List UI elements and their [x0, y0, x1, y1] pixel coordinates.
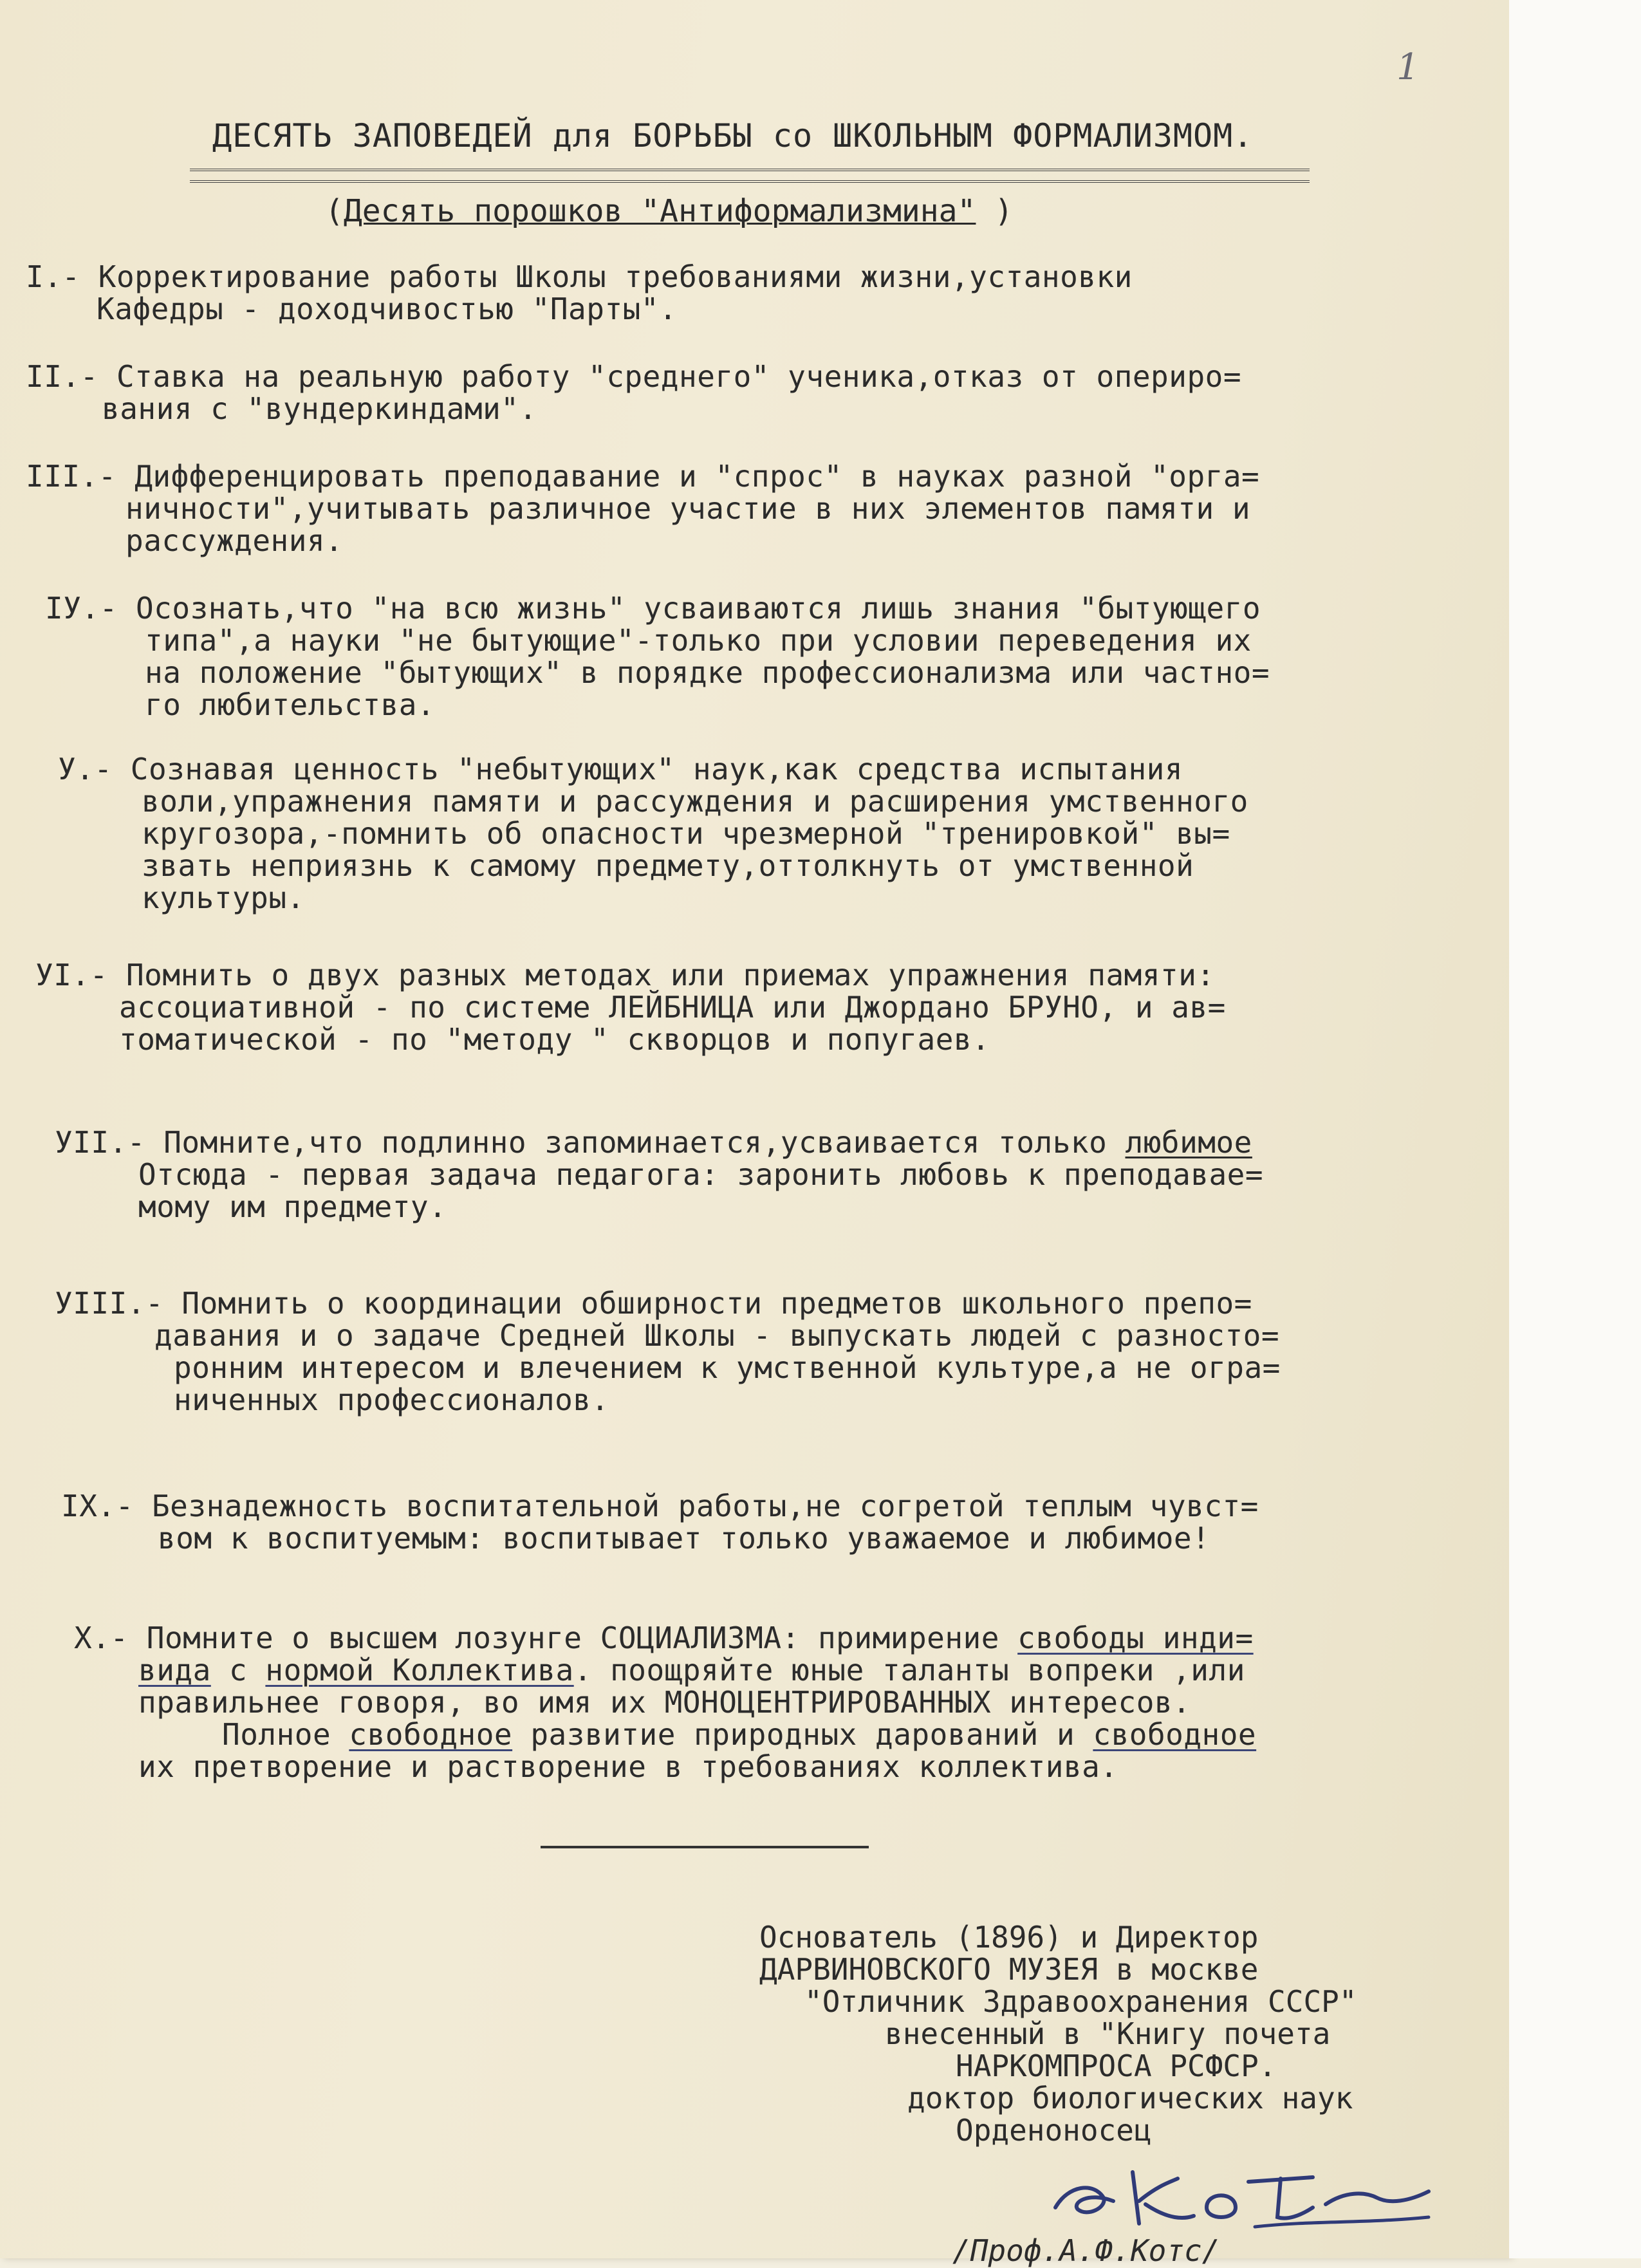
author-line: Основатель (1896) и Директор: [759, 1920, 1259, 1955]
author-line: "Отличник Здравоохранения СССР": [804, 1984, 1357, 2019]
title-double-rule: [190, 169, 1310, 183]
commandment-3: III.- Дифференцировать преподавание и "спрос" в науках разной "орга= ничности",учитывать различное участие в них элементов памяти и рассуждения.: [26, 459, 1260, 558]
emphasis-lubimoe: любимое: [1125, 1125, 1252, 1160]
commandment-5: У.- Сознавая ценность "небытующих" наук,как средства испытания воли,упражнения памяти и рассуждения и расширения умственного кругозора,-помнить об опасности чрезмерной "тренировкой" вы= звать неприязнь к самому предмету,оттолкнуть от умственной культуры.: [58, 752, 1248, 915]
phrase-svobodnoe-2: свободное: [1093, 1717, 1257, 1752]
document-subtitle: (Десять порошков "Антиформализмина" ): [325, 193, 1014, 229]
commandment-2: II.- Ставка на реальную работу "среднего" ученика,отказ от опериро= вания с "вундеркиндами".: [26, 359, 1242, 426]
author-block: [759, 1921, 1357, 2146]
scan-background: [1509, 0, 1641, 2258]
commandment-8: УIII.- Помнить о координации обширности предметов школьного препо= давания и о задаче Средней Школы - выпускать людей с разносто= ронним интересом и влечением к умственной культуре,а не огра= ниченных профессионалов.: [55, 1286, 1281, 1417]
phrase-svobody: свободы инди=: [1017, 1621, 1254, 1655]
commandment-9: IX.- Безнадежность воспитательной работы,не согретой теплым чувст= вом к воспитуемым: воспитывает только уважаемое и любимое!: [61, 1489, 1259, 1556]
phrase-normoy-kollektiva: нормой Коллектива: [265, 1653, 574, 1687]
commandment-number: УI.-: [35, 958, 108, 992]
section-divider: [541, 1846, 869, 1848]
commandment-6: УI.- Помнить о двух разных методах или приемах упражнения памяти: ассоциативной - по системе ЛЕЙБНИЦА или Джордано БРУНО, и ав= томатической - по "методу " скворцов и попугаев.: [35, 958, 1226, 1057]
commandment-number: УII.-: [55, 1125, 145, 1160]
commandment-number: УIII.-: [55, 1286, 164, 1321]
handwritten-signature: [1043, 2146, 1442, 2236]
author-name: /Проф.А.Ф.Котс/: [952, 2233, 1220, 2268]
author-line: Орденоносец: [956, 2113, 1152, 2148]
subtitle-text: Десять порошков "Антиформализмина": [343, 193, 976, 229]
commandment-number: У.-: [58, 752, 113, 786]
commandment-4: IУ.- Осознать,что "на всю жизнь" усваиваются лишь знания "бытующего типа",а науки "не бытующие"-только при условии переведения их на положение "бытующих" в порядке профессионализма или частно= го любительства.: [45, 591, 1270, 722]
author-line: внесенный в "Книгу почета: [885, 2016, 1331, 2051]
phrase-svobodnoe-1: свободное: [349, 1717, 513, 1752]
commandment-number: X.-: [74, 1621, 129, 1655]
commandment-number: IУ.-: [45, 591, 118, 626]
commandment-number: III.-: [26, 459, 116, 494]
author-line: доктор биологических наук: [907, 2081, 1353, 2115]
page-number: 1: [1396, 46, 1420, 88]
phrase-vida: вида: [138, 1653, 211, 1687]
commandment-number: I.-: [26, 259, 80, 294]
document-title: ДЕСЯТЬ ЗАПОВЕДЕЙ для БОРЬБЫ со ШКОЛЬНЫМ ФОРМАЛИЗМОМ.: [212, 117, 1254, 154]
commandment-number: II.-: [26, 359, 98, 394]
commandment-1: I.- Корректирование работы Школы требованиями жизни,установки Кафедры - доходчивостью "Парты".: [26, 259, 1133, 326]
commandment-7: УII.- Помните,что подлинно запоминается,усваивается только любимое Отсюда - первая задача педагога: заронить любовь к преподавае= мому им предмету.: [55, 1125, 1264, 1224]
commandment-10: X.- Помните о высшем лозунге СОЦИАЛИЗМА: примирение свободы инди= вида с нормой Коллектива. поощряйте юные таланты вопреки ,или правильнее говоря, во имя их МОНОЦЕНТРИРОВАННЫХ интересов. Полное свободное развитие природных дарований и свободное их претворение и растворение в требованиях коллектива.: [74, 1621, 1257, 1784]
author-line: НАРКОМПРОСА РСФСР.: [956, 2049, 1277, 2083]
author-line: ДАРВИНОВСКОГО МУЗЕЯ в москве: [759, 1952, 1259, 1987]
commandment-number: IX.-: [61, 1489, 134, 1523]
